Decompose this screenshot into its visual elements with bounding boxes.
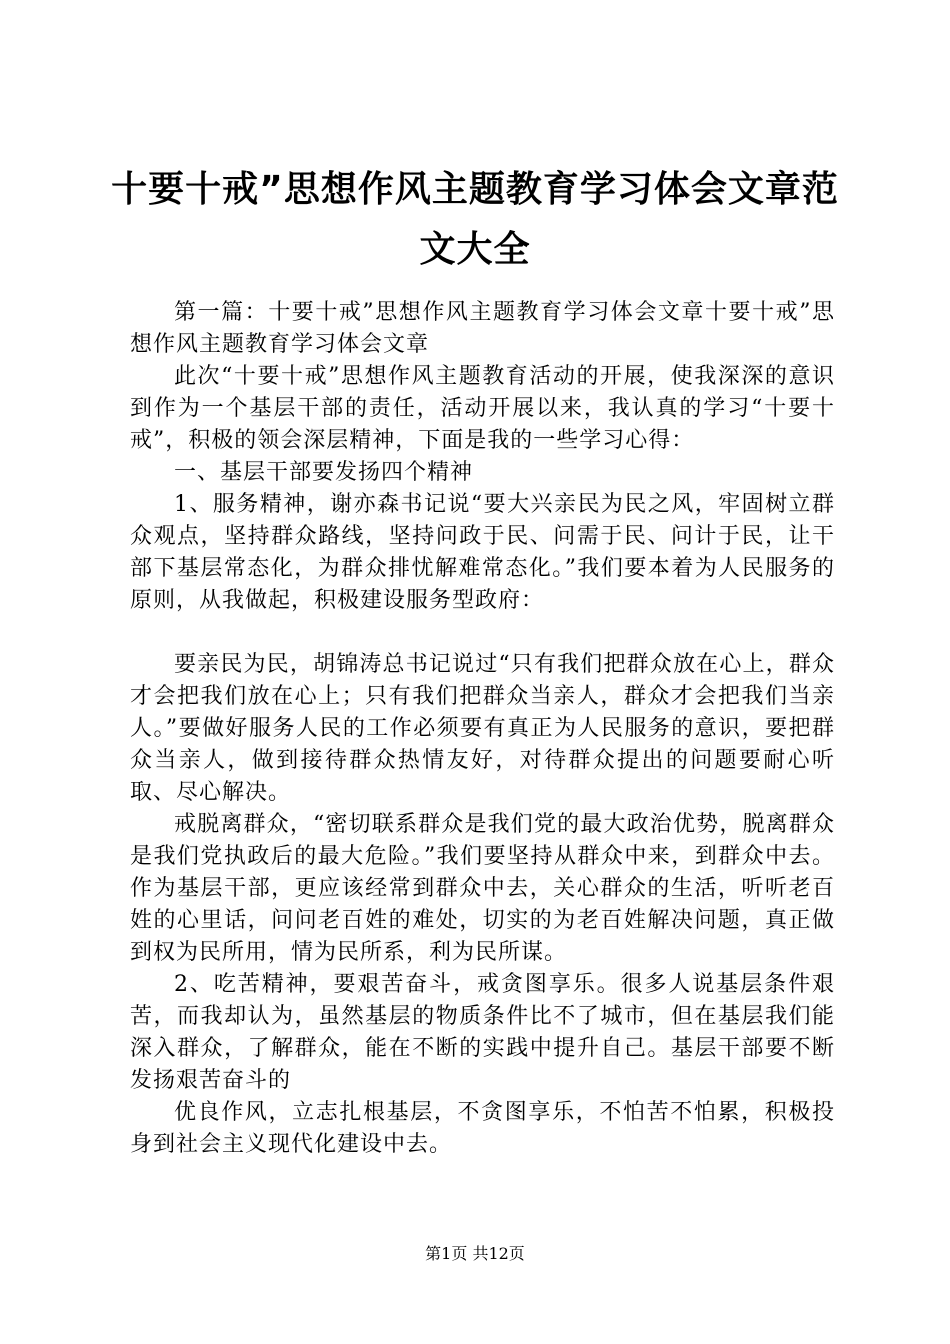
title-line-2: 文大全 xyxy=(419,229,531,270)
paragraph-hardship-spirit: 2、吃苦精神，要艰苦奋斗，戒贪图享乐。很多人说基层条件艰苦，而我却认为，虽然基层的物质条件比不了城市，但在基层我们能深入群众，了解群众，能在不断的实践中提升自己。基层干部要不断发扬艰苦奋斗的 xyxy=(130,972,835,1093)
blank-line xyxy=(130,617,835,649)
section-heading: 一、基层干部要发扬四个精神 xyxy=(174,460,474,485)
paragraph-fine-style: 优良作风，立志扎根基层，不贪图享乐，不怕苦不怕累，积极投身到社会主义现代化建设中去。 xyxy=(130,1100,835,1157)
paragraph-heading-intro: 第一篇：十要十戒”思想作风主题教育学习体会文章十要十戒”思想作风主题教育学习体会文章 xyxy=(130,300,835,357)
document-title xyxy=(100,160,850,280)
paragraph-close-to-people: 要亲民为民，胡锦涛总书记说过“只有我们把群众放在心上，群众才会把我们放在心上；只有我们把群众当亲人，群众才会把我们当亲人。”要做好服务人民的工作必须要有真正为人民服务的意识，要把群众当亲人，做到接待群众热情友好，对待群众提出的问题要耐心听取、尽心解决。 xyxy=(130,652,835,805)
paragraph-intro: 此次“十要十戒”思想作风主题教育活动的开展，使我深深的意识到作为一个基层干部的责任，活动开展以来，我认真的学习“十要十戒”，积极的领会深层精神，下面是我的一些学习心得： xyxy=(130,364,835,453)
paragraph-avoid-detachment: 戒脱离群众，“密切联系群众是我们党的最大政治优势，脱离群众是我们党执政后的最大危险。”我们要坚持从群众中来，到群众中去。作为基层干部，更应该经常到群众中去，关心群众的生活，听听老百姓的心里话，问问老百姓的难处，切实的为老百姓解决问题，真正做到权为民所用，情为民所系，利为民所谋。 xyxy=(130,812,835,965)
document-body xyxy=(130,297,835,1161)
title-line-1: 十要十戒”思想作风主题教育学习体会文章范 xyxy=(111,169,839,210)
paragraph-service-spirit: 1、服务精神，谢亦森书记说“要大兴亲民为民之风，牢固树立群众观点，坚持群众路线，坚持问政于民、问需于民、问计于民，让干部下基层常态化，为群众排忧解难常态化。”我们要本着为人民服务的原则，从我做起，积极建设服务型政府： xyxy=(130,492,835,613)
page-footer: 第1页 共12页 xyxy=(425,1244,525,1263)
